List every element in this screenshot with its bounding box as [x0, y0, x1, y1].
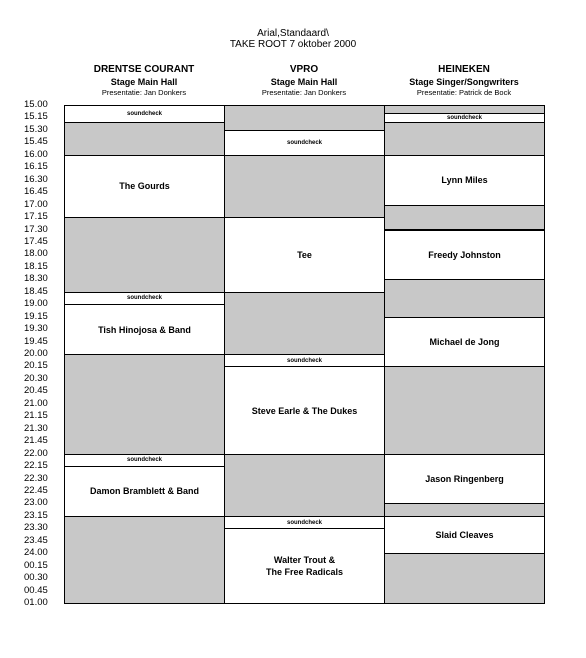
- act-slot: Lynn Miles: [384, 155, 545, 206]
- time-label: 23.15: [24, 509, 48, 521]
- sponsor-name: DRENTSE COURANT: [93, 64, 195, 75]
- time-label: 16.15: [24, 161, 48, 173]
- time-label: 19.30: [24, 323, 48, 335]
- time-label: 15.30: [24, 123, 48, 135]
- time-label: 19.00: [24, 298, 48, 310]
- empty-slot: [224, 454, 385, 517]
- act-slot: Damon Bramblett & Band: [64, 466, 225, 517]
- time-label: 22.00: [24, 447, 48, 459]
- empty-slot: [384, 205, 545, 231]
- time-label: 18.00: [24, 248, 48, 260]
- time-label: 15.15: [24, 111, 48, 123]
- time-label: 21.00: [24, 397, 48, 409]
- time-label: 17.45: [24, 235, 48, 247]
- act-slot: Slaid Cleaves: [384, 516, 545, 554]
- time-label: 01.00: [24, 597, 48, 608]
- time-label: 16.45: [24, 186, 48, 198]
- time-label: 19.15: [24, 310, 48, 322]
- time-label: 18.45: [24, 285, 48, 297]
- soundcheck-slot: soundcheck: [224, 354, 385, 367]
- empty-slot: [64, 354, 225, 455]
- presenter: Presentatie: Jan Donkers: [261, 88, 347, 97]
- soundcheck-slot: soundcheck: [64, 454, 225, 467]
- time-label: 22.45: [24, 484, 48, 496]
- soundcheck-slot: soundcheck: [224, 516, 385, 529]
- time-label: 20.30: [24, 372, 48, 384]
- empty-slot: [64, 122, 225, 156]
- soundcheck-slot: soundcheck: [64, 105, 225, 123]
- time-label: 19.45: [24, 335, 48, 347]
- empty-slot: [384, 503, 545, 516]
- soundcheck-slot: soundcheck: [384, 113, 545, 122]
- time-label: 23.00: [24, 497, 48, 509]
- time-label: 15.45: [24, 136, 48, 148]
- empty-slot: [224, 155, 385, 218]
- time-label: 21.45: [24, 435, 48, 447]
- time-label: 20.15: [24, 360, 48, 372]
- sponsor-name: HEINEKEN: [438, 64, 490, 75]
- act-slot: Michael de Jong: [384, 317, 545, 368]
- time-label: 15.00: [24, 99, 48, 110]
- time-label: 16.30: [24, 173, 48, 185]
- page-title: TAKE ROOT 7 oktober 2000: [229, 39, 357, 50]
- time-label: 18.30: [24, 273, 48, 285]
- act-slot: Jason Ringenberg: [384, 454, 545, 505]
- time-label: 24.00: [24, 547, 48, 559]
- empty-slot: [384, 122, 545, 156]
- time-label: 18.15: [24, 260, 48, 272]
- time-label: 21.30: [24, 422, 48, 434]
- time-label: 17.15: [24, 211, 48, 223]
- stage-name: Stage Main Hall: [270, 77, 338, 87]
- act-slot: Walter Trout & The Free Radicals: [224, 528, 385, 604]
- presenter: Presentatie: Patrick de Bock: [416, 88, 512, 97]
- soundcheck-slot: soundcheck: [64, 292, 225, 305]
- stage-name: Stage Main Hall: [110, 77, 178, 87]
- time-label: 16.00: [24, 148, 48, 160]
- time-label: 17.30: [24, 223, 48, 235]
- presenter: Presentatie: Jan Donkers: [101, 88, 187, 97]
- stage-header-drentse: [64, 63, 224, 98]
- stage-header-heineken: [384, 63, 544, 98]
- time-label: 00.30: [24, 572, 48, 584]
- act-slot: Tee: [224, 217, 385, 293]
- sponsor-name: VPRO: [289, 64, 319, 75]
- time-label: 23.45: [24, 534, 48, 546]
- empty-slot: [224, 105, 385, 131]
- time-label: 20.45: [24, 385, 48, 397]
- time-label: 00.45: [24, 584, 48, 596]
- time-label: 00.15: [24, 559, 48, 571]
- empty-slot: [224, 292, 385, 355]
- empty-slot: [64, 516, 225, 604]
- act-slot: Tish Hinojosa & Band: [64, 304, 225, 355]
- empty-slot: [384, 279, 545, 317]
- stage-name: Stage Singer/Songwriters: [409, 77, 519, 87]
- time-label: 22.30: [24, 472, 48, 484]
- empty-slot: [64, 217, 225, 293]
- time-label: 22.15: [24, 460, 48, 472]
- empty-slot: [384, 366, 545, 454]
- header-font-label: Arial,Standaard\: [257, 28, 329, 39]
- time-label: 23.30: [24, 522, 48, 534]
- time-label: 21.15: [24, 410, 48, 422]
- act-slot: The Gourds: [64, 155, 225, 218]
- time-label: 17.00: [24, 198, 48, 210]
- stage-header-vpro: [224, 63, 384, 98]
- empty-slot: [384, 553, 545, 604]
- act-slot: Freedy Johnston: [384, 230, 545, 281]
- time-label: 20.00: [24, 348, 48, 359]
- act-slot: Steve Earle & The Dukes: [224, 366, 385, 454]
- soundcheck-slot: soundcheck: [224, 130, 385, 156]
